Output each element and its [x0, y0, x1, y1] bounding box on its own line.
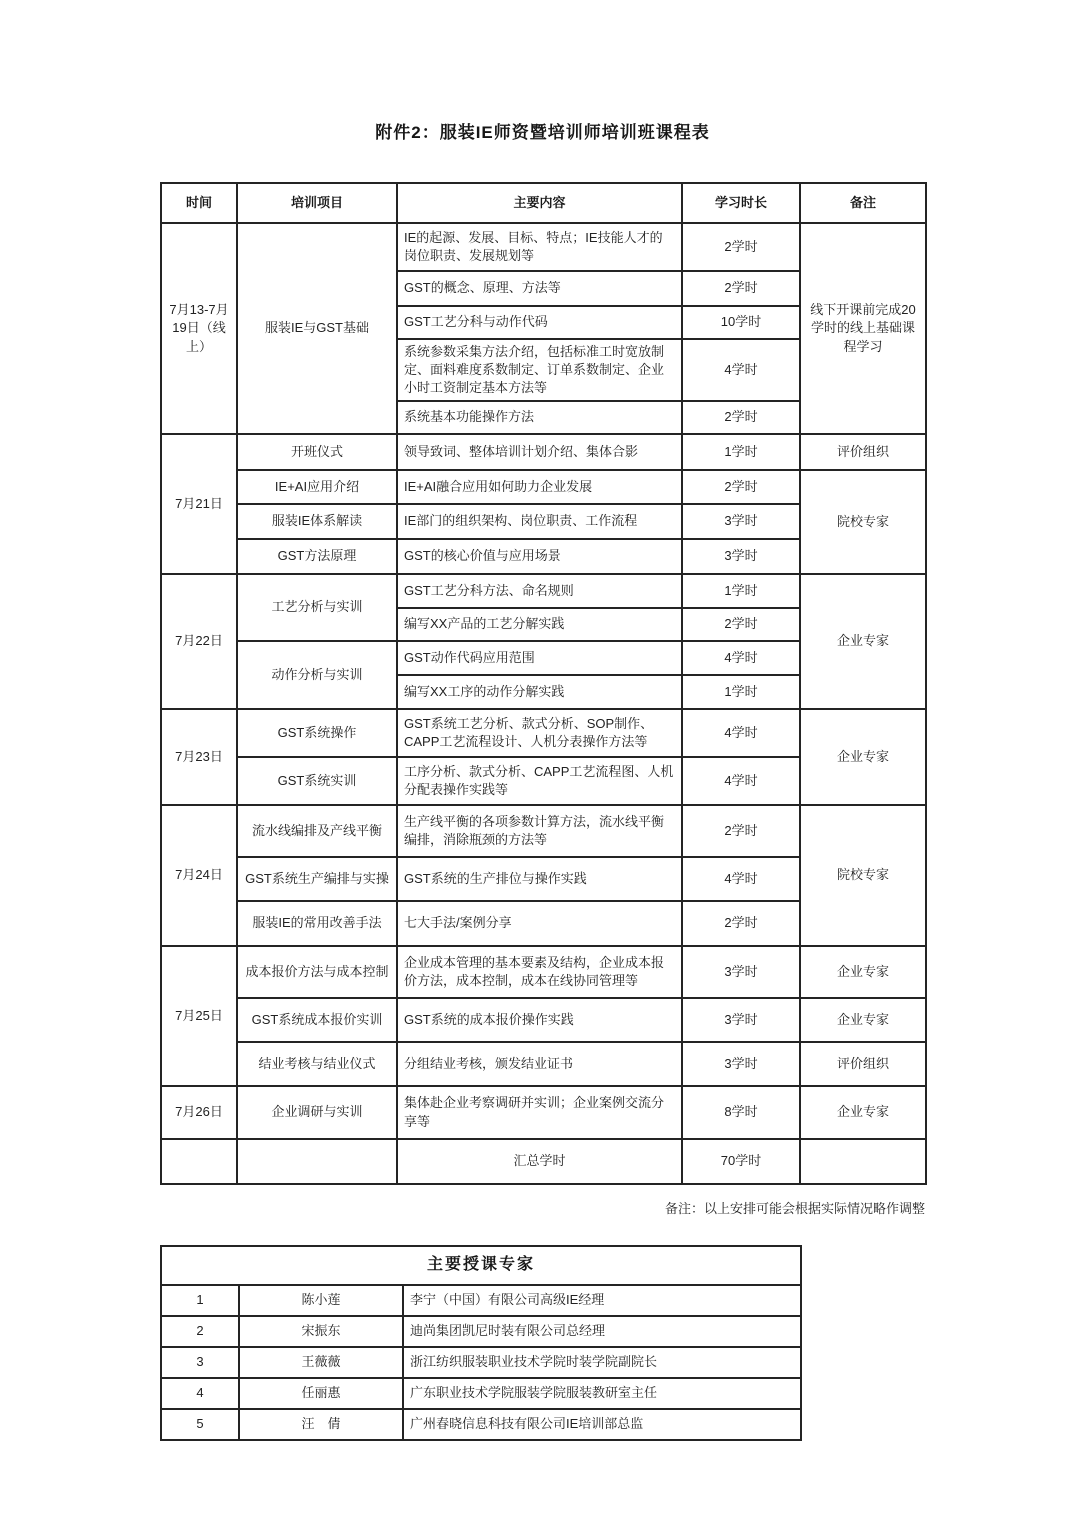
note-cell: 院校专家: [800, 470, 926, 574]
table-row: [161, 1409, 801, 1440]
time-cell: 7月22日: [161, 574, 237, 709]
content-cell: GST工艺分科与动作代码: [397, 306, 682, 339]
hours-cell: 4学时: [682, 339, 800, 401]
table-header-row: [161, 183, 926, 223]
project-cell: GST系统操作: [237, 709, 397, 757]
project-cell: GST方法原理: [237, 539, 397, 574]
content-cell: IE+AI融合应用如何助力企业发展: [397, 470, 682, 504]
hours-cell: 2学时: [682, 401, 800, 434]
project-cell: GST系统成本报价实训: [237, 998, 397, 1042]
experts-table-title: 主要授课专家: [161, 1246, 801, 1285]
content-cell: 编写XX工序的动作分解实践: [397, 675, 682, 709]
expert-no: 4: [161, 1378, 239, 1409]
hours-cell: 8学时: [682, 1086, 800, 1139]
table-row: [161, 946, 926, 998]
expert-name: 汪 倩: [239, 1409, 403, 1440]
note-cell: 企业专家: [800, 1086, 926, 1139]
table-row: [161, 1316, 801, 1347]
project-cell: 企业调研与实训: [237, 1086, 397, 1139]
hours-cell: 2学时: [682, 805, 800, 857]
summary-label-cell: 汇总学时: [397, 1139, 682, 1184]
experts-table: [160, 1245, 802, 1441]
table-row: [161, 1347, 801, 1378]
hours-cell: 1学时: [682, 574, 800, 608]
project-cell: 结业考核与结业仪式: [237, 1042, 397, 1086]
hours-cell: 1学时: [682, 675, 800, 709]
experts-title-row: [161, 1246, 801, 1285]
note-cell: 企业专家: [800, 946, 926, 998]
content-cell: 七大手法/案例分享: [397, 901, 682, 946]
content-cell: GST动作代码应用范围: [397, 641, 682, 675]
summary-row: [161, 1139, 926, 1184]
expert-name: 宋振东: [239, 1316, 403, 1347]
content-cell: 系统基本功能操作方法: [397, 401, 682, 434]
time-cell: 7月24日: [161, 805, 237, 946]
expert-no: 1: [161, 1285, 239, 1316]
note-cell: 企业专家: [800, 998, 926, 1042]
project-cell: 服装IE的常用改善手法: [237, 901, 397, 946]
hours-cell: 4学时: [682, 757, 800, 805]
content-cell: 生产线平衡的各项参数计算方法，流水线平衡编排，消除瓶颈的方法等: [397, 805, 682, 857]
header-content: 主要内容: [397, 183, 682, 223]
table-row: [161, 998, 926, 1042]
hours-cell: 2学时: [682, 608, 800, 641]
table-row: [161, 1042, 926, 1086]
table-row: [161, 1086, 926, 1139]
header-hours: 学习时长: [682, 183, 800, 223]
expert-title: 浙江纺织服装职业技术学院时装学院副院长: [403, 1347, 801, 1378]
table-row: [161, 574, 926, 608]
hours-cell: 2学时: [682, 470, 800, 504]
expert-no: 3: [161, 1347, 239, 1378]
table-row: [161, 1378, 801, 1409]
hours-cell: 2学时: [682, 901, 800, 946]
header-project: 培训项目: [237, 183, 397, 223]
time-cell: 7月13-7月19日（线上）: [161, 223, 237, 434]
note-cell: 评价组织: [800, 1042, 926, 1086]
content-cell: 分组结业考核，颁发结业证书: [397, 1042, 682, 1086]
project-cell: 动作分析与实训: [237, 641, 397, 709]
content-cell: GST工艺分科方法、命名规则: [397, 574, 682, 608]
table-row: [161, 805, 926, 857]
content-cell: 领导致词、整体培训计划介绍、集体合影: [397, 434, 682, 470]
content-cell: GST系统工艺分析、款式分析、SOP制作、CAPP工艺流程设计、人机分表操作方法等: [397, 709, 682, 757]
expert-title: 李宁（中国）有限公司高级IE经理: [403, 1285, 801, 1316]
content-cell: 工序分析、款式分析、CAPP工艺流程图、人机分配表操作实践等: [397, 757, 682, 805]
time-cell: 7月21日: [161, 434, 237, 574]
content-cell: GST的概念、原理、方法等: [397, 271, 682, 306]
header-time: 时间: [161, 183, 237, 223]
content-cell: 集体赴企业考察调研并实训；企业案例交流分享等: [397, 1086, 682, 1139]
table-row: [161, 1285, 801, 1316]
hours-cell: 3学时: [682, 946, 800, 998]
hours-cell: 3学时: [682, 539, 800, 574]
content-cell: GST系统的生产排位与操作实践: [397, 857, 682, 901]
table-row: [161, 470, 926, 504]
hours-cell: 1学时: [682, 434, 800, 470]
expert-name: 陈小莲: [239, 1285, 403, 1316]
project-cell: 流水线编排及产线平衡: [237, 805, 397, 857]
content-cell: GST系统的成本报价操作实践: [397, 998, 682, 1042]
expert-title: 迪尚集团凯尼时装有限公司总经理: [403, 1316, 801, 1347]
project-cell: 开班仪式: [237, 434, 397, 470]
hours-cell: 3学时: [682, 1042, 800, 1086]
header-note: 备注: [800, 183, 926, 223]
hours-cell: 10学时: [682, 306, 800, 339]
page-title: 附件2：服装IE师资暨培训师培训班课程表: [375, 123, 710, 142]
hours-cell: 3学时: [682, 998, 800, 1042]
project-cell: 工艺分析与实训: [237, 574, 397, 641]
time-cell-empty: [161, 1139, 237, 1184]
note-cell: 院校专家: [800, 805, 926, 946]
content-cell: 企业成本管理的基本要素及结构，企业成本报价方法，成本控制，成本在线协同管理等: [397, 946, 682, 998]
content-cell: GST的核心价值与应用场景: [397, 539, 682, 574]
hours-cell: 4学时: [682, 709, 800, 757]
time-cell: 7月26日: [161, 1086, 237, 1139]
project-cell: 服装IE与GST基础: [237, 223, 397, 434]
table-row: [161, 709, 926, 757]
content-cell: IE的起源、发展、目标、特点；IE技能人才的岗位职责、发展规划等: [397, 223, 682, 271]
note-cell: 线下开课前完成20学时的线上基础课程学习: [800, 223, 926, 434]
hours-cell: 2学时: [682, 271, 800, 306]
hours-cell: 3学时: [682, 504, 800, 539]
note-cell: 评价组织: [800, 434, 926, 470]
hours-cell: 4学时: [682, 641, 800, 675]
expert-no: 2: [161, 1316, 239, 1347]
project-cell: GST系统生产编排与实操: [237, 857, 397, 901]
content-cell: 编写XX产品的工艺分解实践: [397, 608, 682, 641]
expert-title: 广州春晓信息科技有限公司IE培训部总监: [403, 1409, 801, 1440]
expert-name: 任丽惠: [239, 1378, 403, 1409]
project-cell: 成本报价方法与成本控制: [237, 946, 397, 998]
schedule-table: [160, 182, 927, 1185]
project-cell-empty: [237, 1139, 397, 1184]
hours-cell: 4学时: [682, 857, 800, 901]
hours-cell: 2学时: [682, 223, 800, 271]
table-row: [161, 434, 926, 470]
schedule-footnote: 备注：以上安排可能会根据实际情况略作调整: [664, 1201, 925, 1216]
note-cell: 企业专家: [800, 709, 926, 805]
time-cell: 7月25日: [161, 946, 237, 1086]
summary-hours-cell: 70学时: [682, 1139, 800, 1184]
project-cell: 服装IE体系解读: [237, 504, 397, 539]
content-cell: 系统参数采集方法介绍，包括标准工时宽放制定、面料难度系数制定、订单系数制定、企业小时工资制定基本方法等: [397, 339, 682, 401]
project-cell: GST系统实训: [237, 757, 397, 805]
expert-name: 王薇薇: [239, 1347, 403, 1378]
content-cell: IE部门的组织架构、岗位职责、工作流程: [397, 504, 682, 539]
note-cell-empty: [800, 1139, 926, 1184]
note-cell: 企业专家: [800, 574, 926, 709]
expert-no: 5: [161, 1409, 239, 1440]
expert-title: 广东职业技术学院服装学院服装教研室主任: [403, 1378, 801, 1409]
table-row: [161, 223, 926, 271]
time-cell: 7月23日: [161, 709, 237, 805]
project-cell: IE+AI应用介绍: [237, 470, 397, 504]
